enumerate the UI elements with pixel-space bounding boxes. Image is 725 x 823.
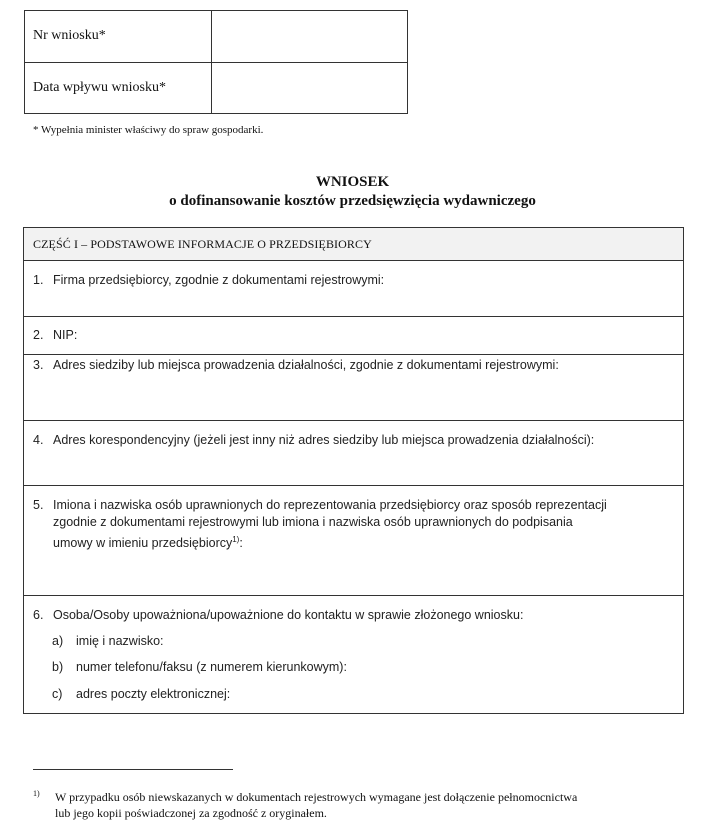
application-number-row [25, 11, 407, 63]
field-nip [33, 327, 77, 344]
subfield-email [52, 687, 230, 701]
subitem-label: numer telefonu/faksu (z numerem kierunkowym): [76, 660, 347, 674]
row-divider [24, 420, 683, 421]
footnote-reference: 1) [232, 535, 240, 544]
subitem-letter: b) [52, 660, 64, 674]
item-label-line3 [33, 531, 673, 552]
subfield-phone [52, 660, 347, 674]
form-section-1 [23, 227, 684, 714]
row-divider [24, 354, 683, 355]
subitem-label: imię i nazwisko: [76, 634, 164, 648]
item-number: 3. [33, 358, 44, 372]
item-number: 1. [33, 273, 44, 287]
item-label-line3-text: umowy w imieniu przedsiębiorcy [53, 536, 233, 551]
subitem-letter: a) [52, 634, 64, 648]
footnote-text-line1: W przypadku osób niewskazanych w dokumentach rejestrowych wymagane jest dołączenie pełnomocnictwa [55, 790, 578, 804]
row-divider [24, 595, 683, 596]
field-company-name [33, 272, 384, 289]
receipt-date-row [25, 63, 407, 114]
item-number: 4. [33, 433, 44, 447]
item-label: NIP: [53, 328, 78, 342]
footnote-text-line2: lub jego kopii poświadczonej za zgodność z oryginałem. [55, 806, 327, 820]
row-divider [24, 316, 683, 317]
item-label: Osoba/Osoby upoważniona/upoważnione do kontaktu w sprawie złożonego wniosku: [53, 608, 524, 622]
subitem-label: adres poczty elektronicznej: [76, 687, 231, 701]
table-divider [211, 11, 212, 113]
subitem-letter: c) [52, 687, 63, 701]
item-label: Firma przedsiębiorcy, zgodnie z dokumentami rejestrowymi: [53, 273, 385, 287]
minister-note: * Wypełnia minister właściwy do spraw gospodarki. [33, 124, 264, 136]
application-number-label: Nr wniosku* [33, 28, 106, 43]
subfield-name [52, 634, 164, 648]
field-correspondence-address [33, 432, 594, 449]
registration-table [24, 10, 408, 114]
document-subtitle: o dofinansowanie kosztów przedsięwzięcia wydawniczego [169, 193, 536, 209]
item-label: Adres korespondencyjny (jeżeli jest inny niż adres siedziby lub miejsca prowadzenia działalności): [53, 433, 595, 447]
section-header [24, 228, 683, 261]
item-label-line2: zgodnie z dokumentami rejestrowymi lub imiona i nazwiska osób uprawnionych do podpisania [53, 515, 573, 529]
row-divider [24, 485, 683, 486]
footnote [33, 786, 673, 821]
field-representatives [33, 497, 673, 552]
item-label: Adres siedziby lub miejsca prowadzenia działalności, zgodnie z dokumentami rejestrowymi: [53, 358, 559, 372]
receipt-date-label: Data wpływu wniosku* [33, 80, 166, 95]
section-header-text: CZĘŚĆ I – PODSTAWOWE INFORMACJE O PRZEDSIĘBIORCY [33, 237, 372, 251]
document-title: WNIOSEK [315, 174, 390, 190]
field-contact-persons [33, 607, 523, 624]
item-number: 6. [33, 608, 44, 622]
footnote-mark: 1) [33, 789, 40, 798]
item-number: 2. [33, 328, 44, 342]
item-label-colon: : [239, 536, 243, 551]
item-label-line1: Imiona i nazwiska osób uprawnionych do reprezentowania przedsiębiorcy oraz sposób reprezentacji [53, 498, 607, 512]
field-registered-address [33, 357, 559, 374]
footnote-separator [33, 769, 233, 770]
item-number: 5. [33, 498, 44, 512]
